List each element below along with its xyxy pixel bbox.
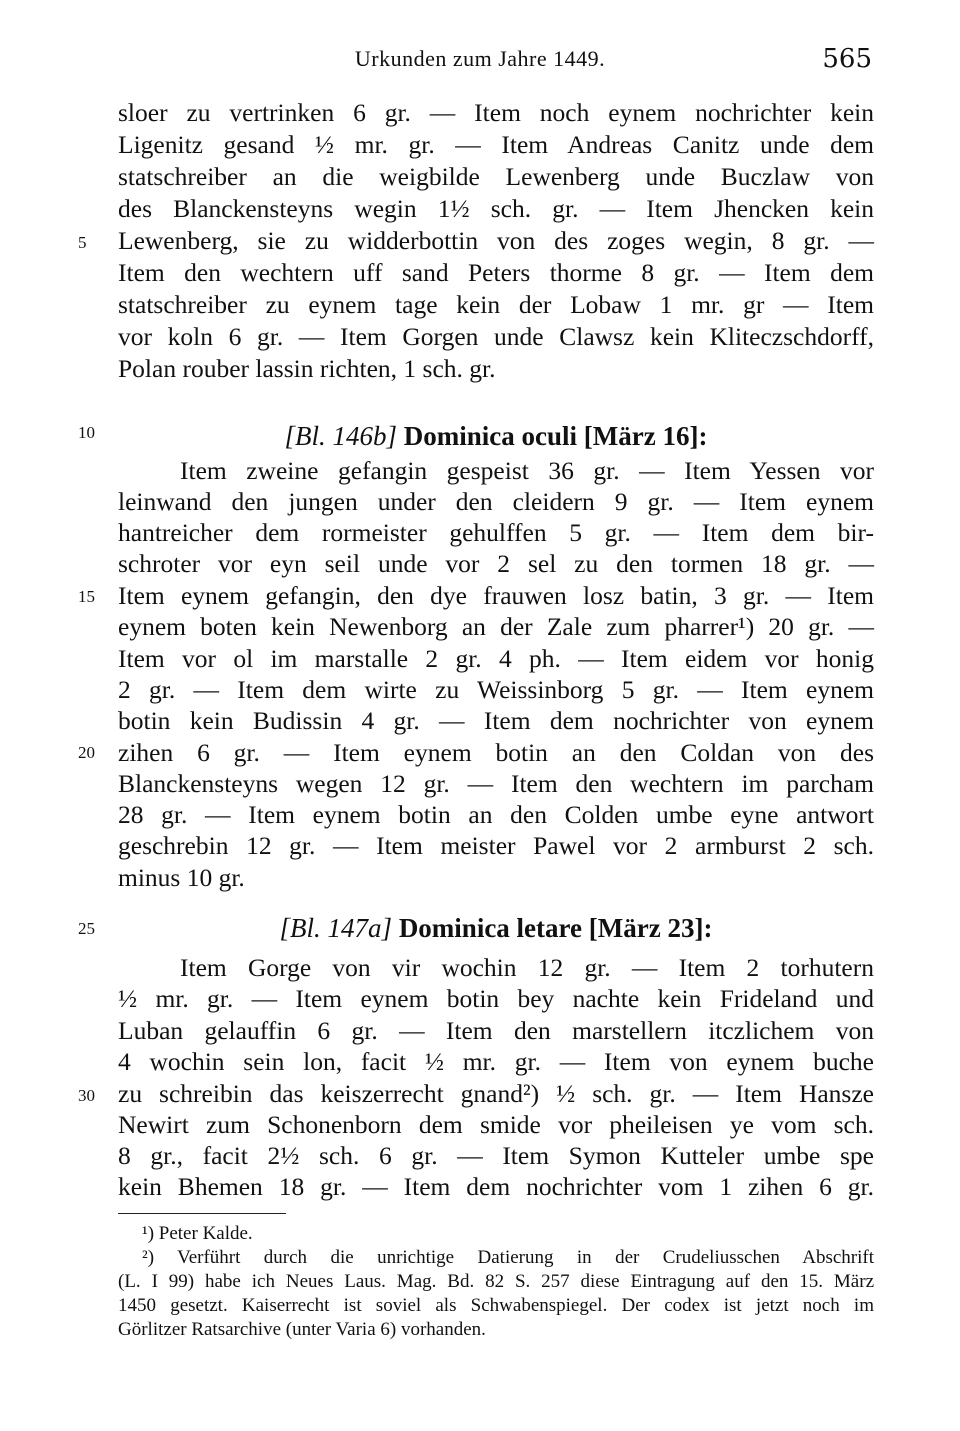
footnote: 1450 gesetzt. Kaiserrecht ist soviel als Schwabenspiegel. Der codex ist jetzt noch im (118, 1295, 874, 1316)
text-line: 28 gr. — Item eynem botin an den Colden umbe eyne antwort (118, 800, 874, 829)
text-line: Polan rouber lassin richten, 1 sch. gr. (118, 354, 496, 383)
footnote: Görlitzer Ratsarchive (unter Varia 6) vorhanden. (118, 1319, 486, 1340)
text-line: botin kein Budissin 4 gr. — Item dem nochrichter von eynem (118, 706, 874, 735)
footnote: (L. I 99) habe ich Neues Laus. Mag. Bd. 82 S. 257 diese Eintragung auf den 15. März (118, 1271, 874, 1292)
folio-reference: [Bl. 147a] (279, 913, 393, 943)
text-line: Blanckensteyns wegen 12 gr. — Item den wechtern im parcham (118, 769, 874, 798)
margin-line-number: 10 (78, 423, 95, 442)
text-line: Item vor ol im marstalle 2 gr. 4 ph. — Item eidem vor honig (118, 644, 874, 673)
footnote: ¹) Peter Kalde. (142, 1223, 253, 1244)
text-line: kein Bhemen 18 gr. — Item dem nochrichter vom 1 zihen 6 gr. (118, 1172, 874, 1201)
text-line: zihen 6 gr. — Item eynem botin an den Coldan von des (118, 738, 874, 767)
text-line: ½ mr. gr. — Item eynem botin bey nachte kein Frideland und (118, 984, 874, 1013)
text-line: Lewenberg, sie zu widderbottin von des zoges wegin, 8 gr. — (118, 226, 874, 255)
feast-date: Dominica oculi [März 16]: (403, 421, 708, 451)
text-line: eynem boten kein Newenborg an der Zale zum pharrer¹) 20 gr. — (118, 612, 874, 641)
section-heading (118, 908, 874, 948)
text-line: 4 wochin sein lon, facit ½ mr. gr. — Item von eynem buche (118, 1047, 874, 1076)
text-line: vor koln 6 gr. — Item Gorgen unde Clawsz kein Kliteczschdorff, (118, 322, 874, 351)
text-line: Item Gorge von vir wochin 12 gr. — Item 2 torhutern (180, 953, 874, 982)
text-line: 8 gr., facit 2½ sch. 6 gr. — Item Symon Kutteler umbe spe (118, 1141, 874, 1170)
section-heading (118, 416, 874, 456)
text-line: geschrebin 12 gr. — Item meister Pawel vor 2 armburst 2 sch. (118, 831, 874, 860)
text-line: Luban gelauffin 6 gr. — Item den marstellern itczlichem von (118, 1016, 874, 1045)
feast-date: Dominica letare [März 23]: (398, 913, 713, 943)
margin-line-number: 5 (78, 233, 87, 252)
footnote-rule (118, 1213, 286, 1214)
running-title: Urkunden zum Jahre 1449. (354, 46, 606, 71)
margin-line-number: 30 (78, 1086, 95, 1105)
text-line: Item den wechtern uff sand Peters thorme 8 gr. — Item dem (118, 258, 874, 287)
margin-line-number: 15 (78, 587, 95, 606)
text-line: statschreiber an die weigbilde Lewenberg unde Buczlaw von (118, 162, 874, 191)
text-line: minus 10 gr. (118, 863, 245, 892)
folio-reference: [Bl. 146b] (284, 421, 398, 451)
text-line: hantreicher dem rormeister gehulffen 5 gr. — Item dem bir- (118, 518, 874, 547)
text-line: 2 gr. — Item dem wirte zu Weissinborg 5 gr. — Item eynem (118, 675, 874, 704)
text-line: schroter vor eyn seil unde vor 2 sel zu den tormen 18 gr. — (118, 549, 874, 578)
text-line: Item zweine gefangin gespeist 36 gr. — Item Yessen vor (180, 456, 874, 485)
page-header (0, 42, 960, 82)
text-line: statschreiber zu eynem tage kein der Lobaw 1 mr. gr — Item (118, 290, 874, 319)
footnote: ²) Verführt durch die unrichtige Datierung in der Crudeliusschen Abschrift (142, 1247, 874, 1268)
text-line: sloer zu vertrinken 6 gr. — Item noch eynem nochrichter kein (118, 98, 874, 127)
text-line: des Blanckensteyns wegin 1½ sch. gr. — Item Jhencken kein (118, 194, 874, 223)
text-line: Newirt zum Schonenborn dem smide vor pheileisen ye vom sch. (118, 1110, 874, 1139)
text-line: Ligenitz gesand ½ mr. gr. — Item Andreas Canitz unde dem (118, 130, 874, 159)
text-line: zu schreibin das keiszerrecht gnand²) ½ sch. gr. — Item Hansze (118, 1079, 874, 1108)
margin-line-number: 20 (78, 743, 95, 762)
margin-line-number: 25 (78, 919, 95, 938)
text-line: Item eynem gefangin, den dye frauwen losz batin, 3 gr. — Item (118, 581, 874, 610)
page-number: 565 (822, 44, 872, 74)
text-line: leinwand den jungen under den cleidern 9 gr. — Item eynem (118, 487, 874, 516)
